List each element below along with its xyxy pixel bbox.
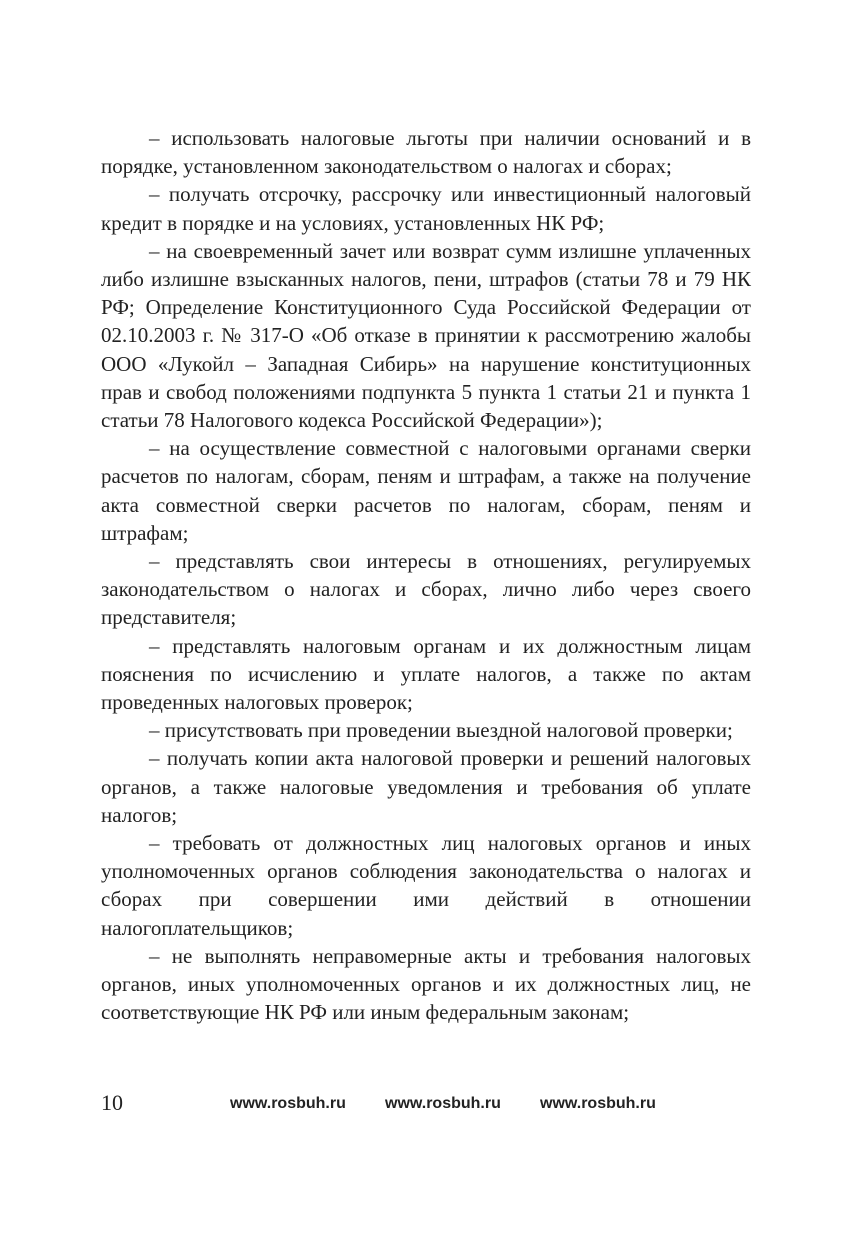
paragraph-representation: – представлять свои интересы в отношениях, регулируемых законодательством о налогах и сборах, лично либо через своего представителя; bbox=[101, 549, 751, 630]
paragraph-unlawful-acts: – не выполнять неправомерные акты и требования налоговых органов, иных уполномоченных органов и их должностных лиц, не соответствующие НК РФ или иным федеральным законам; bbox=[101, 943, 751, 1025]
paragraph-audit-copies: – получать копии акта налоговой проверки и решений налоговых органов, а также налоговые уведомления и требования об уплате налогов; bbox=[101, 746, 751, 827]
paragraph-compliance: – требовать от должностных лиц налоговых органов и иных уполномоченных органов соблюдения законодательства о налогах и сборах при совершении ими действий в отношении налогоплательщиков; bbox=[101, 831, 751, 940]
footer-site-link: www.rosbuh.ru bbox=[540, 1095, 656, 1112]
paragraph-deferral: – получать отсрочку, рассрочку или инвестиционный налоговый кредит в порядке и на условиях, установленных НК РФ; bbox=[101, 182, 751, 235]
page-body bbox=[101, 124, 751, 1027]
paragraph-tax-benefits: – использовать налоговые льготы при наличии оснований и в порядке, установленном законодательством о налогах и сборах; bbox=[101, 126, 751, 179]
page-number: 10 bbox=[101, 1090, 123, 1115]
paragraph-offset-refund: – на своевременный зачет или возврат сумм излишне уплаченных либо излишне взысканных налогов, пени, штрафов (статьи 78 и 79 НК РФ; Определение Конституционного Суда Российской Федерации от 02.10.2003 г. № 317-О «Об отказе в принятии к рассмотрению жалобы ООО «Лукойл – Западная Сибирь» на нарушение конституционных прав и свобод положениями подпункта 5 пункта 1 статьи 21 и пункта 1 статьи 78 Налогового кодекса Российской Федерации»); bbox=[101, 238, 751, 433]
paragraph-reconciliation: – на осуществление совместной с налоговыми органами сверки расчетов по налогам, сборам, пеням и штрафам, а также на получение акта совместной сверки расчетов по налогам, сборам, пеням и штрафам; bbox=[101, 436, 751, 545]
paragraph-field-audit: – присутствовать при проведении выездной налоговой проверки; bbox=[149, 718, 733, 743]
footer-site-link: www.rosbuh.ru bbox=[230, 1095, 346, 1112]
footer-site-link: www.rosbuh.ru bbox=[385, 1095, 501, 1112]
page-footer bbox=[101, 1090, 751, 1120]
paragraph-explanations: – представлять налоговым органам и их должностным лицам пояснения по исчислению и уплате налогов, а также по актам проведенных налоговых проверок; bbox=[101, 633, 751, 715]
